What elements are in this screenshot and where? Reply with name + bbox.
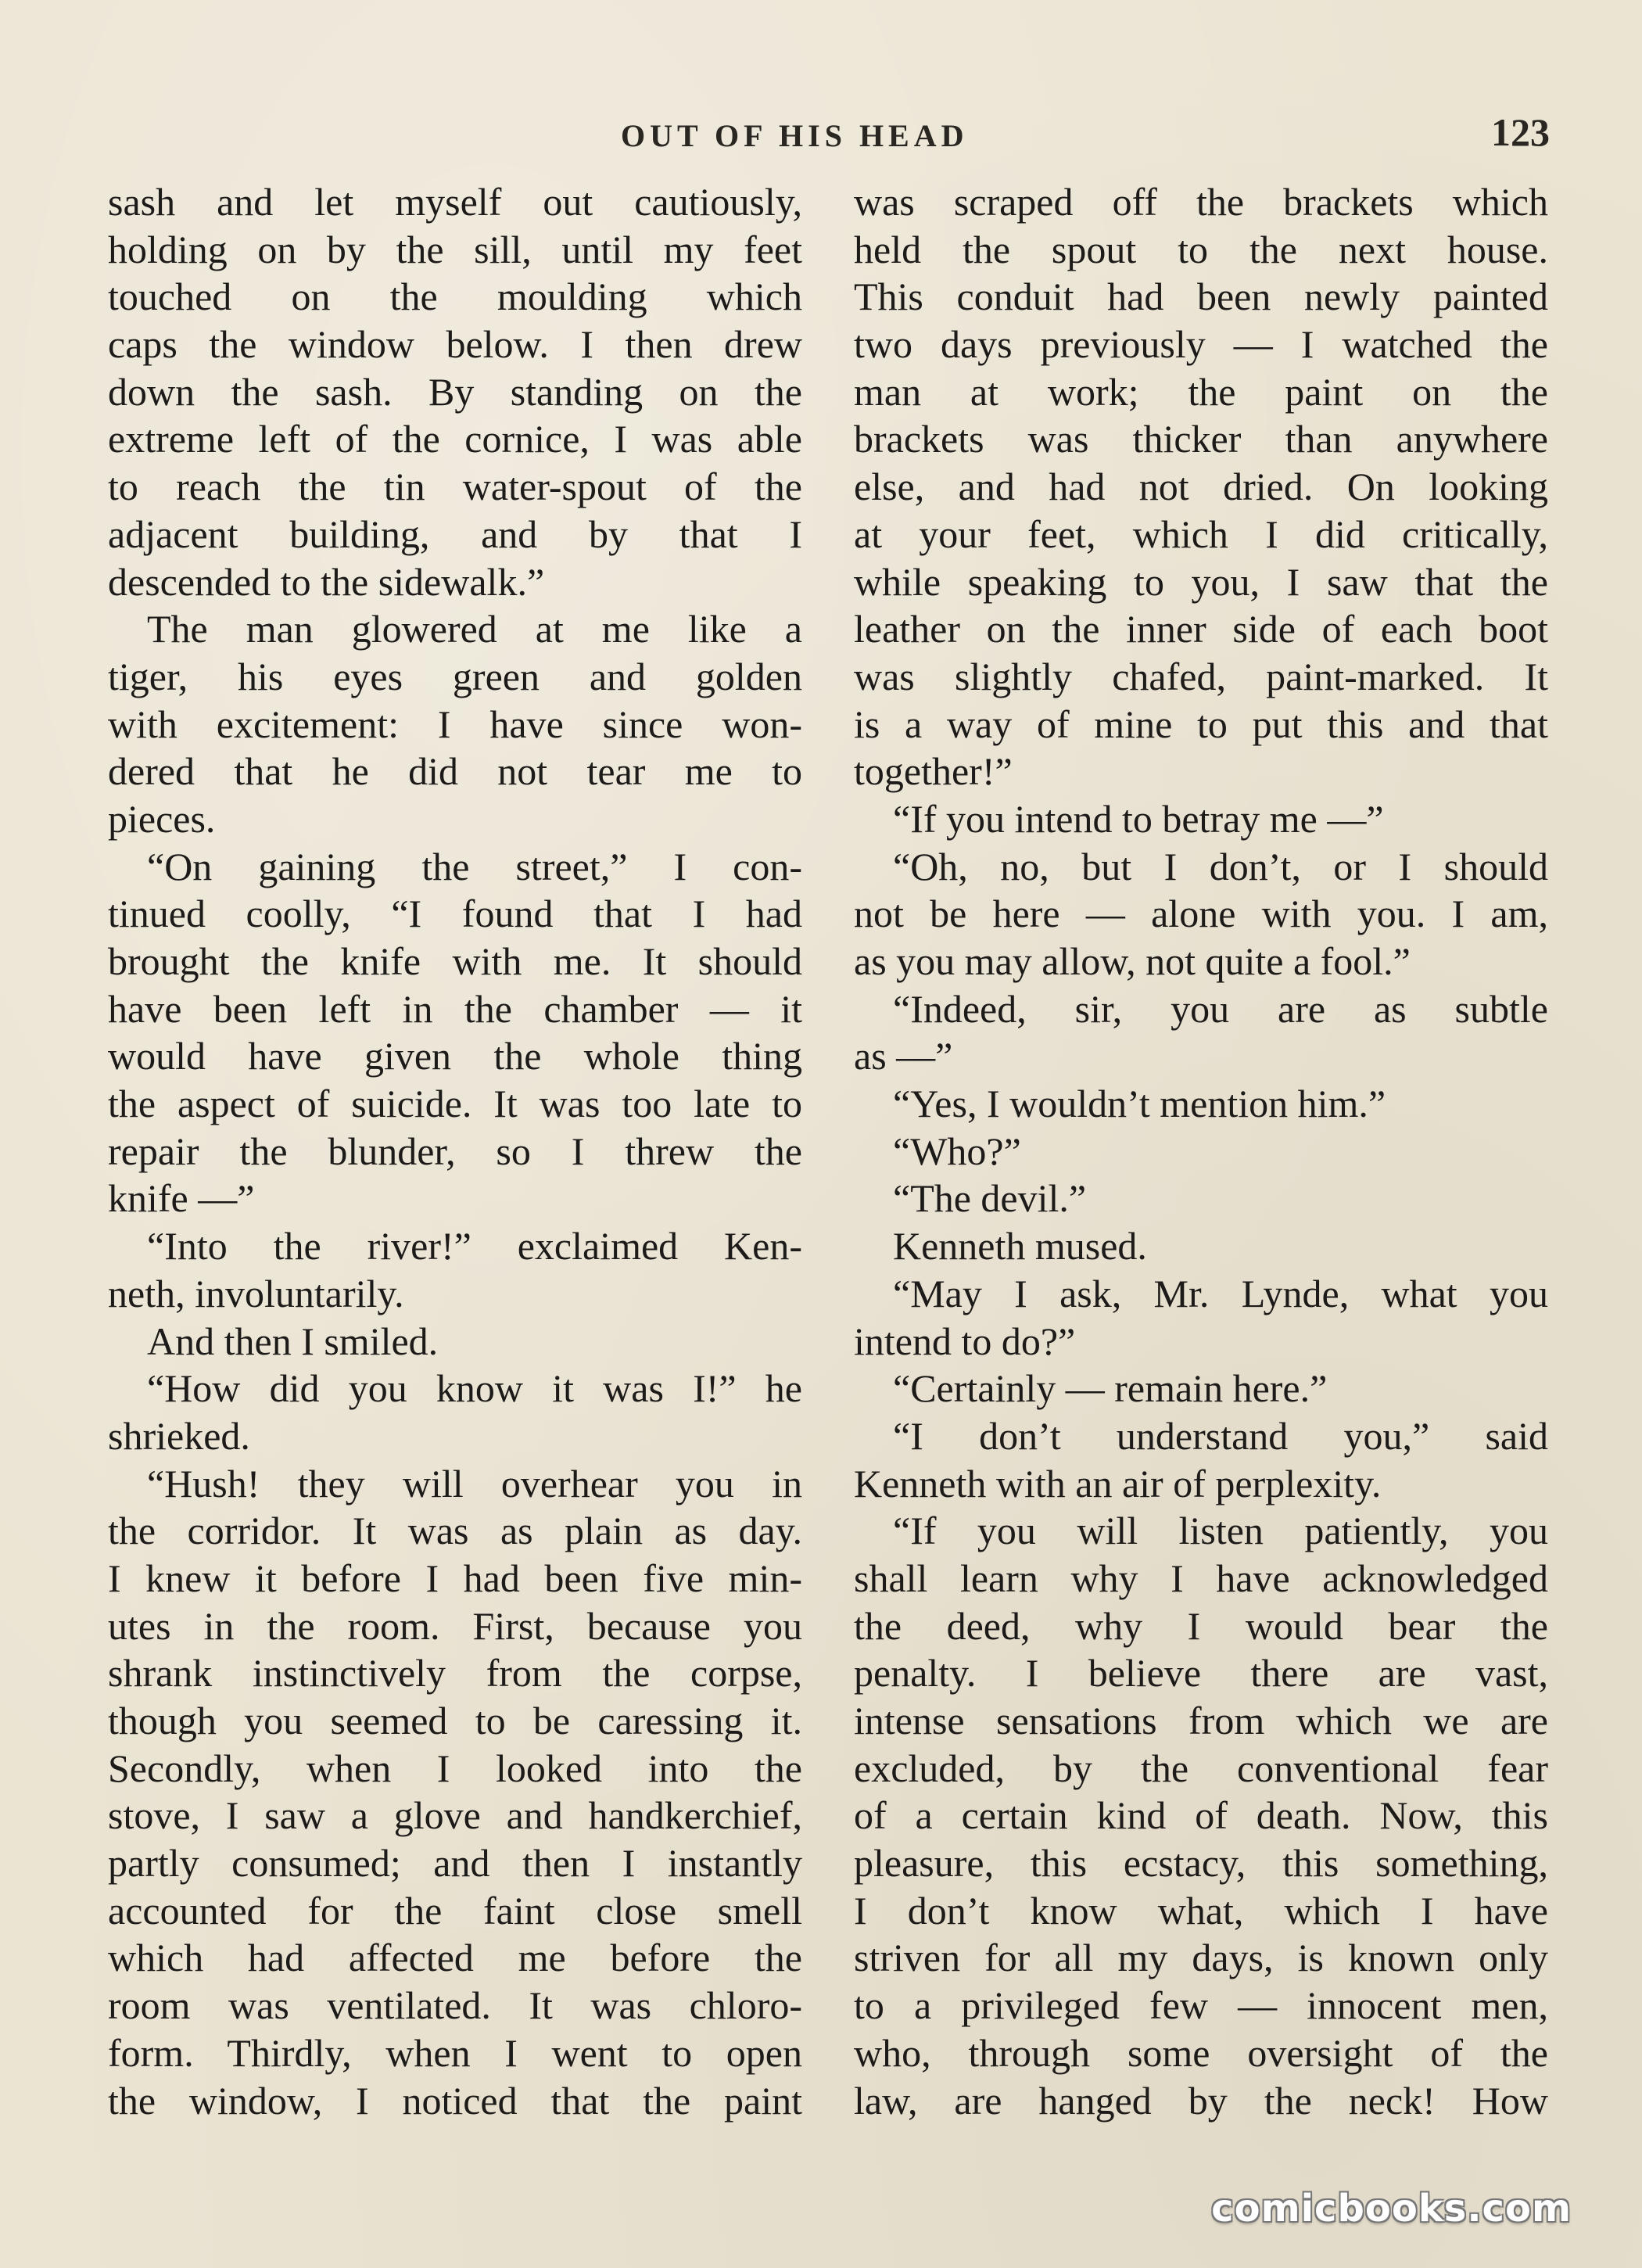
text-line: is a way of mine to put this and that bbox=[854, 702, 1548, 746]
text-line: Secondly, when I looked into the bbox=[108, 1746, 802, 1790]
text-line: “Oh, no, but I don’t, or I should bbox=[893, 844, 1548, 888]
text-line: the corridor. It was as plain as day. bbox=[108, 1509, 802, 1553]
text-line: would have given the whole thing bbox=[108, 1034, 802, 1078]
text-line: at your feet, which I did critically, bbox=[854, 511, 1548, 556]
text-line: pleasure, this ecstacy, this something, bbox=[854, 1841, 1548, 1886]
text-line: to reach the tin water-spout of the bbox=[108, 465, 802, 509]
text-line: This conduit had been newly painted bbox=[854, 275, 1548, 319]
text-line: held the spout to the next house. bbox=[854, 227, 1548, 271]
text-line: And then I smiled. bbox=[147, 1319, 439, 1363]
text-line: “If you will listen patiently, you bbox=[893, 1509, 1548, 1553]
text-line: shrank instinctively from the corpse, bbox=[108, 1651, 802, 1696]
text-line: “Hush! they will overhear you in bbox=[147, 1461, 802, 1505]
text-line: sash and let myself out cautiously, bbox=[108, 180, 802, 224]
text-line: else, and had not dried. On looking bbox=[854, 465, 1548, 509]
text-line: “If you intend to betray me —” bbox=[893, 796, 1384, 841]
right-text-column bbox=[854, 178, 1548, 2124]
text-line: leather on the inner side of each boot bbox=[854, 607, 1548, 651]
left-text-column bbox=[108, 178, 802, 2124]
text-line: repair the blunder, so I threw the bbox=[108, 1129, 802, 1173]
text-line: as you may allow, not quite a fool.” bbox=[854, 939, 1411, 983]
site-watermark: comicbooks.com bbox=[1211, 2187, 1572, 2230]
text-line: neth, involuntarily. bbox=[108, 1271, 404, 1315]
text-line: touched on the moulding which bbox=[108, 275, 802, 319]
text-line: excluded, by the conventional fear bbox=[854, 1746, 1548, 1790]
text-line: holding on by the sill, until my feet bbox=[108, 227, 802, 271]
page-number: 123 bbox=[1491, 110, 1550, 154]
text-line: “Into the river!” exclaimed Ken- bbox=[147, 1224, 802, 1269]
text-line: down the sash. By standing on the bbox=[108, 369, 802, 414]
text-line: accounted for the faint close smell bbox=[108, 1888, 802, 1932]
text-line: caps the window below. I then drew bbox=[108, 322, 802, 367]
text-line: Kenneth mused. bbox=[893, 1224, 1147, 1269]
text-line: partly consumed; and then I instantly bbox=[108, 1841, 802, 1886]
text-line: pieces. bbox=[108, 796, 216, 841]
text-line: together!” bbox=[854, 749, 1013, 794]
text-line: Kenneth with an air of perplexity. bbox=[854, 1461, 1382, 1505]
text-line: “Indeed, sir, you are as subtle bbox=[893, 986, 1548, 1031]
text-line: dered that he did not tear me to bbox=[108, 749, 802, 794]
text-line: shall learn why I have acknowledged bbox=[854, 1556, 1548, 1600]
text-line: tiger, his eyes green and golden bbox=[108, 654, 802, 698]
text-line: “I don’t understand you,” said bbox=[893, 1413, 1548, 1458]
text-line: intend to do?” bbox=[854, 1319, 1076, 1363]
text-line: “May I ask, Mr. Lynde, what you bbox=[893, 1271, 1548, 1315]
text-line: utes in the room. First, because you bbox=[108, 1603, 802, 1648]
text-line: have been left in the chamber — it bbox=[108, 986, 802, 1031]
text-line: “Who?” bbox=[893, 1129, 1021, 1173]
text-line: the deed, why I would bear the bbox=[854, 1603, 1548, 1648]
running-title: OUT OF HIS HEAD bbox=[621, 118, 969, 153]
text-line: penalty. I believe there are vast, bbox=[854, 1651, 1548, 1696]
text-line: to a privileged few — innocent men, bbox=[854, 1983, 1548, 2028]
text-line: while speaking to you, I saw that the bbox=[854, 559, 1548, 604]
text-line: brought the knife with me. It should bbox=[108, 939, 802, 983]
text-line: I knew it before I had been five min- bbox=[108, 1556, 802, 1600]
text-line: two days previously — I watched the bbox=[854, 322, 1548, 367]
text-line: of a certain kind of death. Now, this bbox=[854, 1793, 1548, 1838]
text-line: “The devil.” bbox=[893, 1176, 1087, 1221]
text-line: not be here — alone with you. I am, bbox=[854, 892, 1548, 936]
text-line: extreme left of the cornice, I was able bbox=[108, 417, 802, 461]
text-line: who, through some oversight of the bbox=[854, 2030, 1548, 2075]
text-line: room was ventilated. It was chloro- bbox=[108, 1983, 802, 2028]
text-line: “How did you know it was I!” he bbox=[147, 1366, 802, 1411]
text-line: intense sensations from which we are bbox=[854, 1699, 1548, 1742]
text-line: though you seemed to be caressing it. bbox=[108, 1699, 802, 1742]
text-line: adjacent building, and by that I bbox=[108, 511, 802, 556]
text-line: striven for all my days, is known only bbox=[854, 1936, 1548, 1980]
text-line: was scraped off the brackets which bbox=[854, 180, 1548, 224]
text-line: “Certainly — remain here.” bbox=[893, 1366, 1328, 1411]
text-line: tinued coolly, “I found that I had bbox=[108, 892, 802, 936]
text-line: the window, I noticed that the paint bbox=[108, 2078, 802, 2123]
text-line: descended to the sidewalk.” bbox=[108, 559, 545, 604]
text-line: knife —” bbox=[108, 1176, 255, 1221]
text-line: man at work; the paint on the bbox=[854, 369, 1548, 414]
text-line: The man glowered at me like a bbox=[147, 607, 802, 651]
text-line: brackets was thicker than anywhere bbox=[854, 417, 1548, 461]
text-line: form. Thirdly, when I went to open bbox=[108, 2030, 802, 2075]
text-line: stove, I saw a glove and handkerchief, bbox=[108, 1793, 802, 1838]
text-line: was slightly chafed, paint-marked. It bbox=[854, 654, 1548, 698]
text-line: shrieked. bbox=[108, 1413, 250, 1458]
text-line: I don’t know what, which I have bbox=[854, 1888, 1548, 1932]
text-line: as —” bbox=[854, 1034, 953, 1078]
text-line: which had affected me before the bbox=[108, 1936, 802, 1980]
text-line: law, are hanged by the neck! How bbox=[854, 2078, 1548, 2123]
text-line: “Yes, I wouldn’t mention him.” bbox=[893, 1082, 1386, 1126]
text-line: the aspect of suicide. It was too late to bbox=[108, 1082, 802, 1126]
text-line: “On gaining the street,” I con- bbox=[147, 844, 802, 888]
text-line: with excitement: I have since won- bbox=[108, 702, 802, 746]
